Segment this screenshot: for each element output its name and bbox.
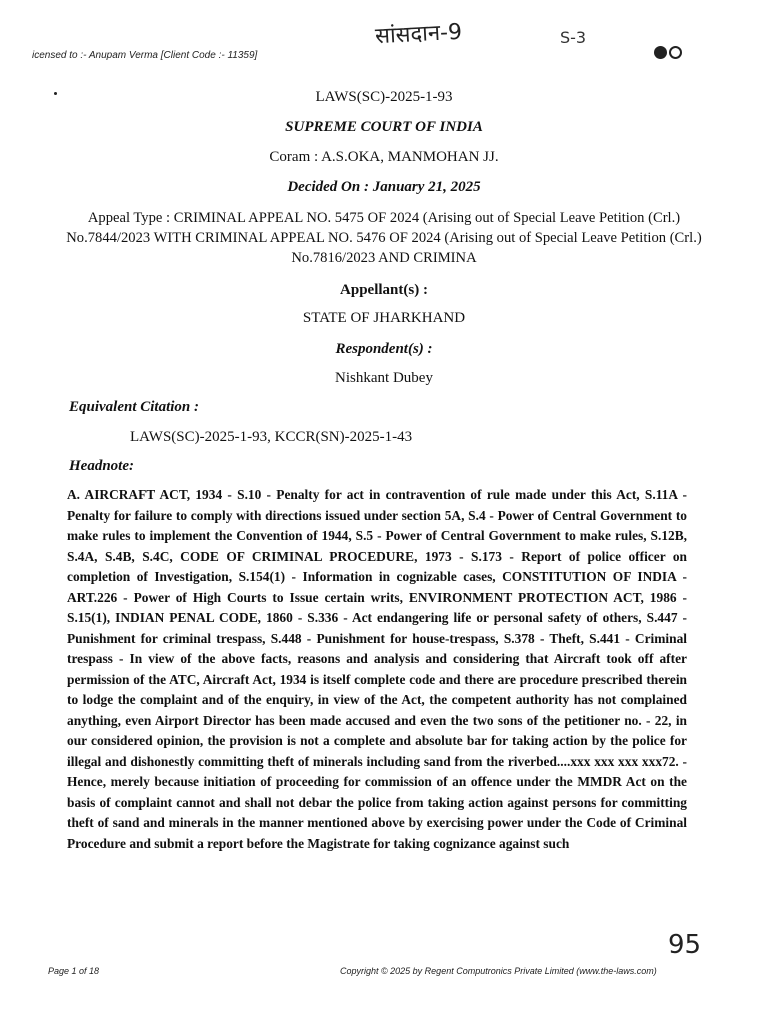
headnote-label: Headnote: — [69, 458, 134, 474]
headnote-paragraph: A. AIRCRAFT ACT, 1934 - S.10 - Penalty for act in contravention of rule made under this Act, S.11A - Penalty for failure to comply with directions issued under section 5A, S.4 - Power of Central Government to make rules to implement the Convention of 1944, S.5 - Power of Central Government to make rules, S.12B, S.4A, S.4B, S.4C, CODE OF CRIMINAL PROCEDURE, 1973 - S.173 - Report of police officer on completion of Investigation, S.154(1) - Information in cognizable cases, CONSTITUTION OF INDIA - ART.226 - Power of High Courts to Issue certain writs, ENVIRONMENT PROTECTION ACT, 1986 - S.15(1), INDIAN PENAL CODE, 1860 - S.336 - Act endangering life or personal safety of others, S.447 - Punishment for criminal trespass, S.448 - Punishment for house-trespass, S.378 - Theft, S.441 - Criminal trespass - In view of the above facts, reasons and analysis and considering that Aircraft took off after permission of the ATC, Aircraft Act, 1934 is itself complete code and there are procedure prescribed therein to lodge the complaint and of the enquiry, in view of the Act, the competent authority has not complained anything, even Airport Director has been made accused and even the two sons of the petitioner no. - 22, in our considered opinion, the provision is not a complete and absolute bar for taking action by the police for illegal and dishonestly committing theft of minerals including sand from the riverbed....xxx xxx xxx xxx72. - Hence, merely because initiation of proceeding for commission of an offence under the MMDR Act on the basis of complaint cannot and shall not debar the police from taking action against persons for committing theft of sand and minerals in the manner mentioned above by exercising power under the Code of Criminal Procedure and submit a report before the Magistrate for taking cognizance against such — [67, 487, 687, 851]
handwritten-number: 95 — [668, 930, 702, 960]
appeal-type: Appeal Type : CRIMINAL APPEAL NO. 5475 OF 2024 (Arising out of Special Leave Petition (Crl.) No.7844/2023 WITH CRIMINAL APPEAL NO. 5476 OF 2024 (Arising out of Special Leave Petition (Crl.) No.7816/2023 AND CRIMINA — [66, 210, 702, 266]
license-note: icensed to :- Anupam Verma [Client Code :- 11359] — [32, 50, 258, 61]
copyright-notice: Copyright © 2025 by Regent Computronics Private Limited (www.the-laws.com) — [340, 966, 657, 976]
case-citation: LAWS(SC)-2025-1-93 — [315, 89, 453, 105]
respondent-label: Respondent(s) : — [335, 341, 433, 357]
coram: Coram : A.S.OKA, MANMOHAN JJ. — [269, 149, 499, 165]
respondent-name: Nishkant Dubey — [335, 370, 433, 386]
equivalent-citation-label: Equivalent Citation : — [69, 399, 200, 415]
decided-date: Decided On : January 21, 2025 — [287, 179, 481, 195]
court-name: SUPREME COURT OF INDIA — [285, 119, 483, 135]
handwritten-page-mark: S-3 — [560, 28, 587, 47]
publisher-logo-icon — [654, 46, 682, 59]
handwritten-annotation: सांसदान-9 — [374, 19, 463, 50]
appellant-name: STATE OF JHARKHAND — [302, 310, 466, 326]
appellant-label: Appellant(s) : — [340, 282, 428, 298]
page-number: Page 1 of 18 — [48, 966, 100, 976]
equivalent-citation-value: LAWS(SC)-2025-1-93, KCCR(SN)-2025-1-43 — [130, 429, 413, 445]
